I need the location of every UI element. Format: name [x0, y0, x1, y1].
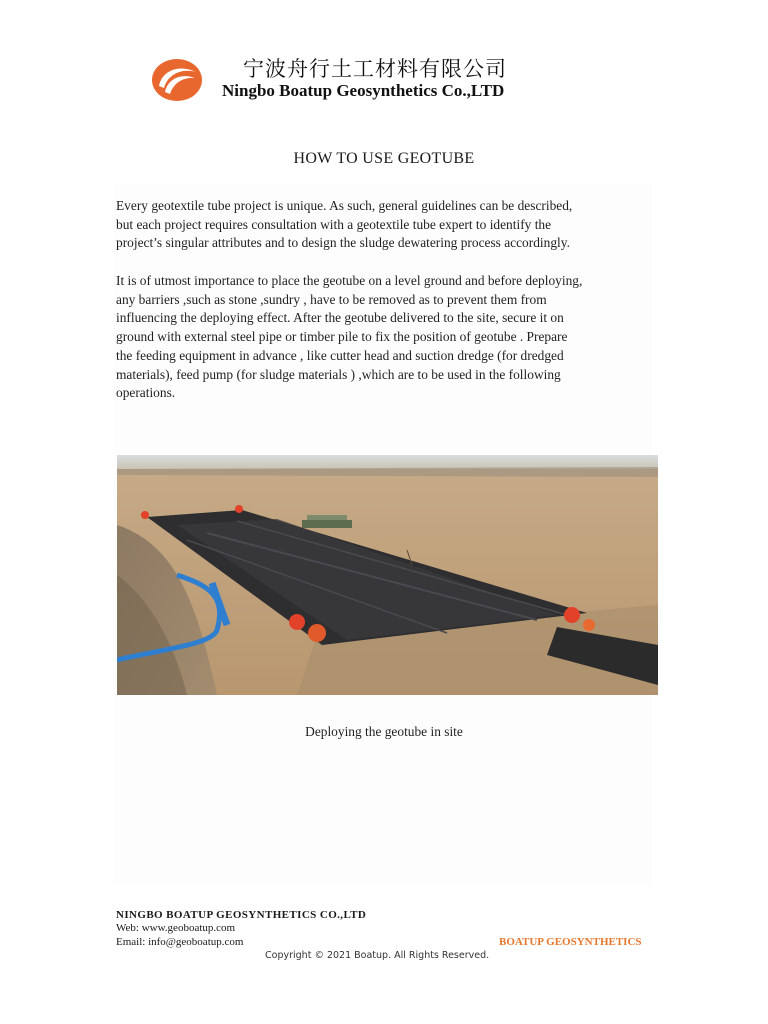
paragraph-line: ground with external steel pipe or timber pile to fix the position of geotube . Prepare — [116, 329, 568, 345]
paragraph-line: the feeding equipment in advance , like cutter head and suction dredge (for dredged — [116, 347, 564, 363]
footer-company-name: NINGBO BOATUP GEOSYNTHETICS CO.,LTD — [116, 909, 367, 921]
footer-copyright: Copyright © 2021 Boatup. All Rights Reserved. — [265, 950, 490, 961]
document-title: HOW TO USE GEOTUBE — [293, 150, 475, 167]
paragraph-line: It is of utmost importance to place the geotube on a level ground and before deploying, — [116, 273, 583, 288]
footer-brand: BOATUP GEOSYNTHETICS — [499, 936, 642, 948]
paragraph-line: project’s singular attributes and to design the sludge dewatering process accordingly. — [116, 235, 570, 251]
intro-paragraph — [116, 197, 658, 253]
company-name-english: Ningbo Boatup Geosynthetics Co.,LTD — [222, 81, 505, 100]
paragraph-line: materials), feed pump (for sludge materials ) ,which are to be used in the following — [116, 366, 561, 382]
company-logo — [150, 56, 204, 104]
instructions-paragraph — [116, 272, 658, 403]
paragraph-line: influencing the deploying effect. After the geotube delivered to the site, secure it on — [116, 310, 564, 326]
company-name-chinese: 宁波舟行土工材料有限公司 — [243, 57, 507, 81]
paragraph-line: operations. — [116, 385, 176, 401]
footer-email: Email: info@geoboatup.com — [116, 936, 244, 948]
geotube-deployment-photo — [117, 455, 658, 695]
paragraph-line: any barriers ,such as stone ,sundry , have to be removed as to prevent them from — [116, 291, 547, 307]
paragraph-line: but each project requires consultation with a geotextile tube expert to identify the — [116, 216, 552, 232]
photo-caption: Deploying the geotube in site — [305, 724, 463, 739]
paragraph-line: Every geotextile tube project is unique. As such, general guidelines can be described, — [116, 198, 573, 213]
footer-website: Web: www.geoboatup.com — [116, 922, 236, 934]
